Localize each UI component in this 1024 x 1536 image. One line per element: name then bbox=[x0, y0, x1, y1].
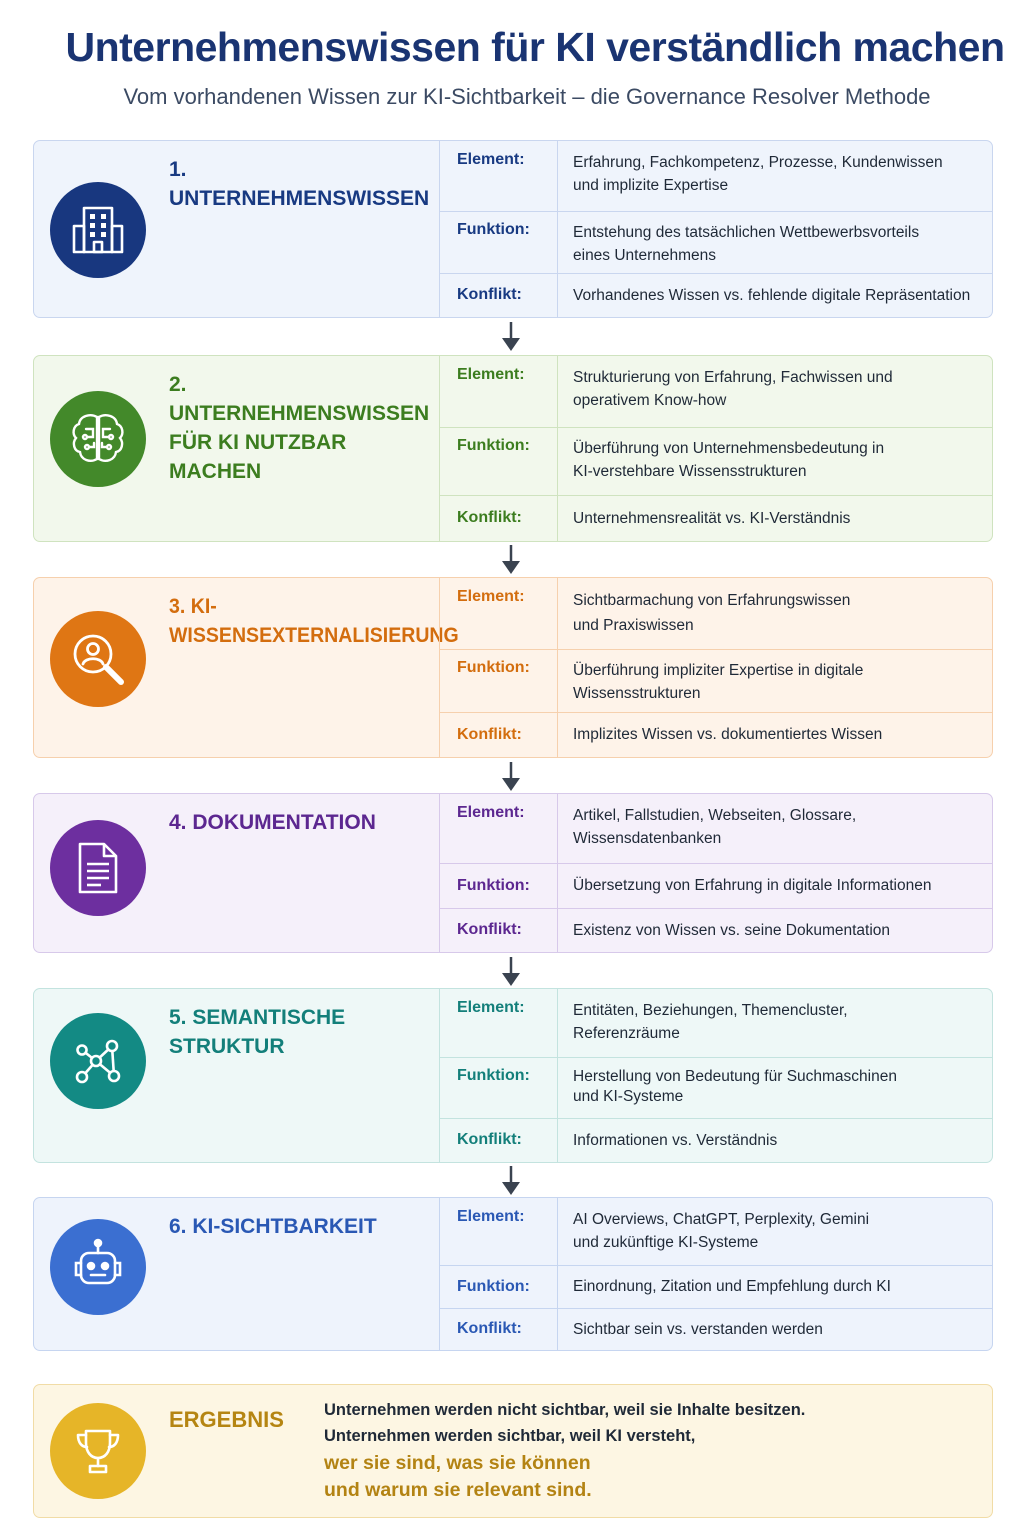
konflikt-label: Konflikt: bbox=[457, 286, 522, 303]
konflikt-row bbox=[440, 908, 992, 952]
konflikt-value: Existenz von Wissen vs. seine Dokumentation bbox=[557, 908, 992, 952]
funktion-row bbox=[440, 863, 992, 908]
funktion-row bbox=[440, 649, 992, 712]
element-label: Element: bbox=[457, 804, 525, 821]
element-label: Element: bbox=[457, 366, 525, 383]
element-value: Erfahrung, Fachkompetenz, Prozesse, Kundenwissen und implizite Expertise bbox=[557, 141, 992, 211]
step-6-card bbox=[33, 1197, 993, 1351]
funktion-value: Herstellung von Bedeutung für Suchmaschinen und KI-Systeme bbox=[557, 1057, 992, 1118]
document-icon bbox=[50, 820, 146, 916]
konflikt-label: Konflikt: bbox=[457, 921, 522, 938]
funktion-row bbox=[440, 1057, 992, 1118]
funktion-value: Übersetzung von Erfahrung in digitale Informationen bbox=[557, 863, 992, 908]
konflikt-row bbox=[440, 495, 992, 541]
element-row bbox=[440, 141, 992, 211]
step-heading: 6. KI-SICHTBARKEIT bbox=[169, 1215, 377, 1238]
network-icon bbox=[50, 1013, 146, 1109]
element-row bbox=[440, 1198, 992, 1265]
step-heading: 5. SEMANTISCHE STRUKTUR bbox=[169, 1006, 346, 1058]
arrow-down-icon bbox=[501, 1166, 521, 1196]
step-3-card bbox=[33, 577, 993, 758]
step-table bbox=[439, 989, 992, 1162]
brain-circuit-icon bbox=[50, 391, 146, 487]
funktion-label: Funktion: bbox=[457, 437, 530, 454]
funktion-value: Einordnung, Zitation und Empfehlung durch KI bbox=[557, 1265, 992, 1308]
step-2-card bbox=[33, 355, 993, 542]
funktion-value: Überführung von Unternehmensbedeutung in KI-verstehbare Wissensstrukturen bbox=[557, 427, 992, 495]
step-table bbox=[439, 141, 992, 317]
konflikt-value: Implizites Wissen vs. dokumentiertes Wissen bbox=[557, 712, 992, 757]
konflikt-value: Unternehmensrealität vs. KI-Verständnis bbox=[557, 495, 992, 541]
trophy-icon bbox=[50, 1403, 146, 1499]
step-heading: 2. UNTERNEHMENSWISSEN FÜR KI NUTZBAR MACHEN bbox=[169, 373, 430, 483]
element-value: AI Overviews, ChatGPT, Perplexity, Gemini und zukünftige KI-Systeme bbox=[557, 1198, 992, 1265]
funktion-row bbox=[440, 427, 992, 495]
funktion-label: Funktion: bbox=[457, 1277, 530, 1295]
result-heading: ERGEBNIS bbox=[169, 1407, 284, 1432]
building-icon bbox=[50, 182, 146, 278]
konflikt-label: Konflikt: bbox=[457, 1320, 522, 1337]
konflikt-row bbox=[440, 273, 992, 317]
element-value: Strukturierung von Erfahrung, Fachwissen und operativem Know-how bbox=[557, 356, 992, 427]
step-heading: 4. DOKUMENTATION bbox=[169, 811, 376, 834]
step-table bbox=[439, 356, 992, 541]
element-row bbox=[440, 794, 992, 863]
person-search-icon bbox=[50, 611, 146, 707]
funktion-row bbox=[440, 1265, 992, 1308]
step-5-card bbox=[33, 988, 993, 1163]
page-title: Unternehmenswissen für KI verständlich machen bbox=[65, 24, 1005, 70]
funktion-label: Funktion: bbox=[457, 1067, 530, 1084]
konflikt-value: Sichtbar sein vs. verstanden werden bbox=[557, 1308, 992, 1350]
konflikt-label: Konflikt: bbox=[457, 725, 522, 743]
page-subtitle: Vom vorhandenen Wissen zur KI-Sichtbarkeit – die Governance Resolver Methode bbox=[123, 84, 931, 109]
element-row bbox=[440, 356, 992, 427]
arrow-down-icon bbox=[501, 762, 521, 792]
element-value: Entitäten, Beziehungen, Themencluster, Referenzräume bbox=[557, 989, 992, 1057]
konflikt-label: Konflikt: bbox=[457, 509, 522, 526]
step-table bbox=[439, 1198, 992, 1350]
step-table bbox=[439, 578, 992, 757]
element-value: Sichtbarmachung von Erfahrungswissen und Praxiswissen bbox=[557, 578, 992, 649]
konflikt-row bbox=[440, 1308, 992, 1350]
result-card bbox=[33, 1384, 993, 1518]
funktion-value: Entstehung des tatsächlichen Wettbewerbsvorteils eines Unternehmens bbox=[557, 211, 992, 273]
konflikt-value: Informationen vs. Verständnis bbox=[557, 1118, 992, 1162]
funktion-label: Funktion: bbox=[457, 659, 530, 676]
arrow-down-icon bbox=[501, 957, 521, 987]
element-row bbox=[440, 578, 992, 649]
funktion-value: Überführung impliziter Expertise in digitale Wissensstrukturen bbox=[557, 649, 992, 712]
step-table bbox=[439, 794, 992, 952]
funktion-row bbox=[440, 211, 992, 273]
robot-icon bbox=[50, 1219, 146, 1315]
element-label: Element: bbox=[457, 1208, 525, 1225]
konflikt-row bbox=[440, 712, 992, 757]
element-label: Element: bbox=[457, 999, 525, 1016]
result-highlight-2: und warum sie relevant sind. bbox=[324, 1479, 592, 1501]
element-row bbox=[440, 989, 992, 1057]
element-value: Artikel, Fallstudien, Webseiten, Glossare, Wissensdatenbanken bbox=[557, 794, 992, 863]
step-1-card bbox=[33, 140, 993, 318]
result-line-1: Unternehmen werden nicht sichtbar, weil sie Inhalte besitzen. bbox=[324, 1401, 806, 1419]
step-heading: 3. KI-WISSENSEXTERNALISIERUNG bbox=[169, 595, 459, 647]
step-4-card bbox=[33, 793, 993, 953]
element-label: Element: bbox=[457, 588, 525, 605]
konflikt-row bbox=[440, 1118, 992, 1162]
result-highlight-1: wer sie sind, was sie können bbox=[324, 1452, 591, 1474]
step-heading: 1. UNTERNEHMENSWISSEN bbox=[169, 158, 430, 210]
funktion-label: Funktion: bbox=[457, 221, 530, 238]
arrow-down-icon bbox=[501, 322, 521, 352]
konflikt-value: Vorhandenes Wissen vs. fehlende digitale Repräsentation bbox=[557, 273, 992, 317]
funktion-label: Funktion: bbox=[457, 876, 530, 894]
element-label: Element: bbox=[457, 151, 525, 168]
konflikt-label: Konflikt: bbox=[457, 1131, 522, 1148]
result-line-2: Unternehmen werden sichtbar, weil KI versteht, bbox=[324, 1427, 696, 1445]
arrow-down-icon bbox=[501, 545, 521, 575]
